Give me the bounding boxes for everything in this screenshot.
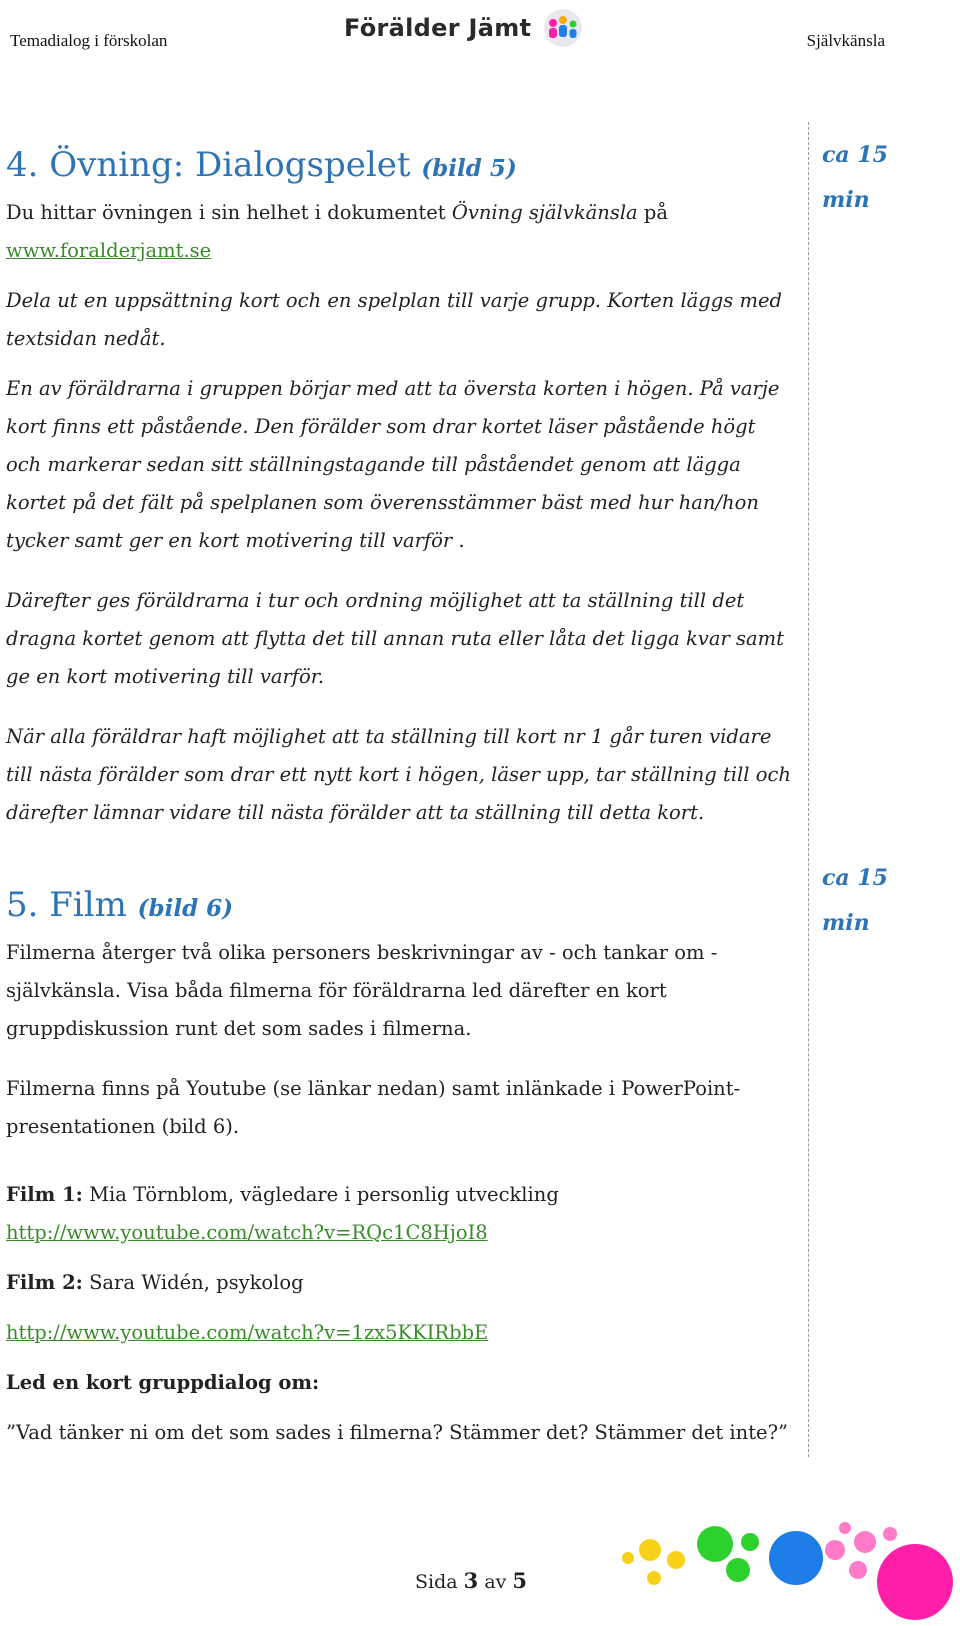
document-body: [6, 142, 796, 1452]
logo-text: Förälder Jämt: [344, 14, 532, 42]
section5-time-2: min: [822, 910, 870, 936]
film1-link[interactable]: http://www.youtube.com/watch?v=RQc1C8HjoI8: [6, 1221, 488, 1244]
section4-paragraph-4: När alla föräldrar haft möjlighet att ta ställning till kort nr 1 går turen vidare till nästa förälder som drar ett nytt kort i högen, läser upp, tar ställning till och därefter lämnar vidare till nästa förälder att ta ställning till detta kort.: [6, 725, 791, 824]
section4-slide-ref: (bild 5): [421, 155, 517, 182]
section5-title: 5. Film: [6, 885, 127, 925]
margin-divider: [808, 122, 809, 1457]
film1-description: Mia Törnblom, vägledare i personlig utveckling: [89, 1183, 559, 1206]
section4-title: 4. Övning: Dialogspelet: [6, 145, 411, 185]
film2-description: Sara Widén, psykolog: [89, 1271, 304, 1294]
section5-slide-ref: (bild 6): [137, 895, 234, 922]
section4-paragraph-1: Dela ut en uppsättning kort och en spelplan till varje grupp. Korten läggs med textsidan nedåt.: [6, 289, 782, 350]
website-link[interactable]: www.foralderjamt.se: [6, 239, 212, 262]
page-total: 5: [512, 1568, 528, 1593]
intro-text-post: på: [643, 201, 668, 224]
dialog-heading-text: Led en kort gruppdialog om:: [6, 1371, 320, 1394]
intro-doc-name: Övning självkänsla: [451, 201, 638, 224]
film2-line: [6, 1264, 796, 1302]
section4-time-2: min: [822, 187, 870, 213]
section4-heading: [6, 142, 796, 192]
section5-heading: [6, 882, 796, 932]
header-left-title: Temadialog i förskolan: [10, 31, 168, 50]
film2-label: Film 2:: [6, 1271, 83, 1294]
film1-line: [6, 1176, 796, 1214]
page-of: av: [484, 1571, 507, 1593]
section5-paragraph-1: Filmerna återger två olika personers beskrivningar av - och tankar om - självkänsla. Visa båda filmerna för föräldrarna led därefter en kort gruppdiskussion runt det som sades i filmerna.: [6, 941, 718, 1040]
dialog-quote: ”Vad tänker ni om det som sades i filmerna? Stämmer det? Stämmer det inte?”: [6, 1421, 788, 1444]
section4-intro: [6, 194, 796, 232]
film1-label: Film 1:: [6, 1183, 83, 1206]
section4-paragraph-3: Därefter ges föräldrarna i tur och ordning möjlighet att ta ställning till det dragna kortet genom att flytta det till annan ruta eller låta det ligga kvar samt ge en kort motivering till varför.: [6, 589, 784, 688]
family-logo-icon: [541, 8, 585, 48]
header-right-title: Självkänsla: [806, 31, 885, 50]
film2-link[interactable]: http://www.youtube.com/watch?v=1zx5KKIRbbE: [6, 1321, 489, 1344]
page-word: Sida: [415, 1571, 458, 1593]
section4-time-1: ca 15: [822, 142, 888, 168]
section5-paragraph-2: Filmerna finns på Youtube (se länkar nedan) samt inlänkade i PowerPoint-presentationen (bild 6).: [6, 1077, 741, 1138]
section5-time-1: ca 15: [822, 865, 888, 891]
decorative-dots-icon: [620, 1520, 955, 1620]
section4-paragraph-2: En av föräldrarna i gruppen börjar med att ta översta korten i högen. På varje kort finns ett påstående. Den förälder som drar kortet läser påstående högt och markerar sedan sitt ställningstagande till påståendet genom att lägga kortet på det fält på spelplanen som överensstämmer bäst med hur han/hon tycker samt ger en kort motivering till varför .: [6, 377, 780, 552]
page-current: 3: [463, 1568, 479, 1593]
header-logo: [344, 8, 585, 48]
intro-text: Du hittar övningen i sin helhet i dokumentet: [6, 201, 446, 224]
dialog-heading: [6, 1364, 796, 1402]
page-number: [415, 1568, 527, 1593]
